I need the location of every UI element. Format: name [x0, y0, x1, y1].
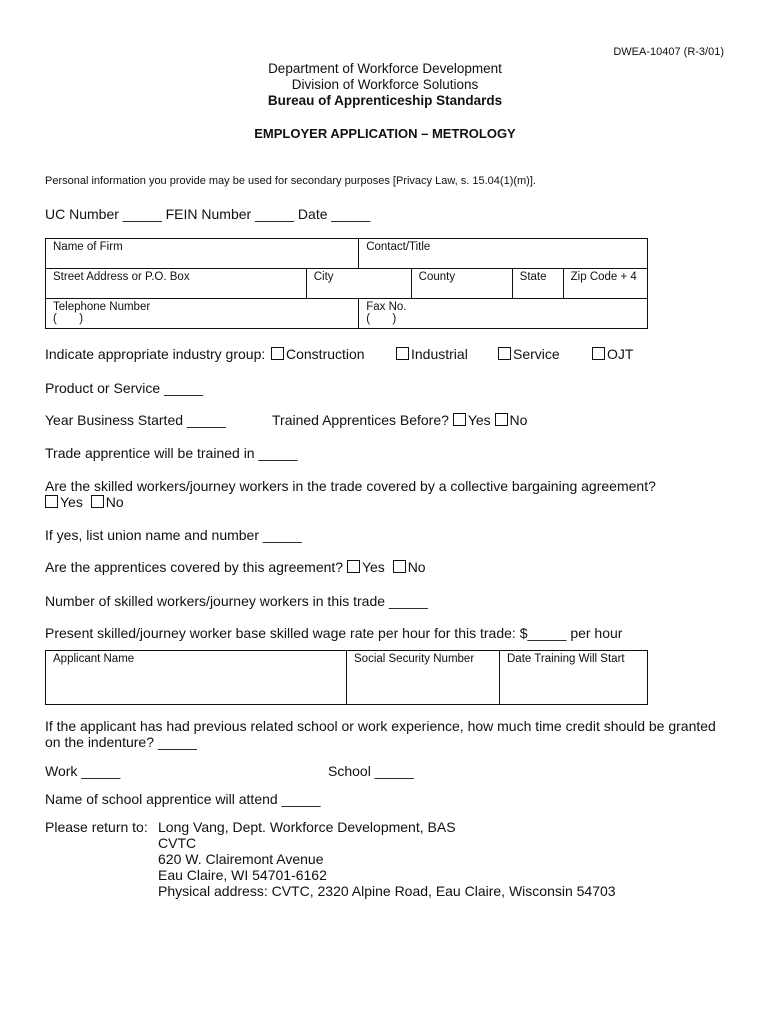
num-workers-line [45, 593, 428, 609]
contact-title-cell[interactable] [359, 239, 648, 269]
trained-no-checkbox[interactable] [495, 413, 508, 426]
product-label: Product or Service [45, 380, 161, 396]
state-cell[interactable] [512, 269, 563, 299]
service-checkbox[interactable] [498, 347, 511, 360]
uc-number-field[interactable]: _____ [122, 206, 162, 222]
privacy-notice: Personal information you provide may be used for secondary purposes [Privacy Law, s. 15.04(1)(m)]. [45, 175, 536, 187]
name-of-firm-cell[interactable] [46, 239, 359, 269]
collective-no-checkbox[interactable] [91, 495, 104, 508]
collective-no-label: No [105, 494, 124, 510]
ssn-label: Social Security Number [354, 653, 475, 665]
trade-field[interactable]: _____ [258, 445, 298, 461]
return-address-line-2: CVTC [158, 835, 197, 851]
construction-checkbox[interactable] [271, 347, 284, 360]
num-workers-field[interactable]: _____ [388, 593, 428, 609]
apprentices-covered-label: Are the apprentices covered by this agreement? [45, 559, 344, 575]
zip-code-cell[interactable] [563, 269, 647, 299]
date-training-cell[interactable] [500, 651, 648, 705]
division-heading: Division of Workforce Solutions [291, 77, 479, 92]
covered-yes-label: Yes [361, 559, 385, 575]
uc-number-label: UC Number [45, 206, 119, 222]
credit-question-label: on the indenture? [45, 734, 154, 750]
work-line [45, 763, 120, 779]
work-label: Work [45, 763, 78, 779]
collective-yes-checkbox[interactable] [45, 495, 58, 508]
firm-info-table [45, 238, 648, 329]
service-option[interactable] [498, 346, 560, 362]
trade-label: Trade apprentice will be trained in [45, 445, 255, 461]
industry-label: Indicate appropriate industry group: [45, 346, 266, 362]
department-heading: Department of Workforce Development [268, 61, 502, 76]
contact-title-label: Contact/Title [366, 241, 431, 253]
fax-area-code: ( ) [366, 313, 397, 325]
zip-code-label: Zip Code + 4 [570, 271, 637, 283]
fein-number-label: FEIN Number [165, 206, 252, 222]
trained-before-label: Trained Apprentices Before? [272, 412, 449, 428]
trained-yes-label: Yes [467, 412, 491, 428]
school-name-label: Name of school apprentice will attend [45, 791, 278, 807]
city-cell[interactable] [306, 269, 411, 299]
year-started-label: Year Business Started [45, 412, 184, 428]
product-field[interactable]: _____ [164, 380, 203, 396]
work-field[interactable]: _____ [81, 763, 121, 779]
credit-question-line1: If the applicant has had previous related school or work experience, how much time credit should be granted [45, 718, 716, 734]
covered-no-checkbox[interactable] [393, 560, 406, 573]
street-address-cell[interactable] [46, 269, 307, 299]
union-field[interactable]: _____ [262, 527, 302, 543]
bureau-heading: Bureau of Apprenticeship Standards [267, 93, 503, 108]
name-of-firm-label: Name of Firm [53, 241, 123, 253]
industrial-checkbox[interactable] [396, 347, 409, 360]
state-label: State [519, 271, 547, 283]
credit-field[interactable]: _____ [157, 734, 197, 750]
trade-line [45, 445, 297, 461]
year-started-line [45, 412, 226, 428]
wage-field[interactable]: _____ [527, 625, 567, 641]
trained-before-line [272, 412, 527, 428]
street-address-label: Street Address or P.O. Box [53, 271, 190, 283]
return-address-line-3: 620 W. Clairemont Avenue [158, 851, 324, 867]
fax-cell[interactable] [359, 299, 648, 329]
telephone-area-code: ( ) [53, 313, 84, 325]
school-name-line [45, 791, 321, 807]
trained-yes-checkbox[interactable] [453, 413, 466, 426]
product-line [45, 380, 203, 396]
ojt-label: OJT [607, 346, 634, 362]
page-title: EMPLOYER APPLICATION – METROLOGY [254, 126, 516, 141]
union-label: If yes, list union name and number [45, 527, 260, 543]
return-to-label: Please return to: [45, 819, 148, 835]
return-address-line-5: Physical address: CVTC, 2320 Alpine Road, Eau Claire, Wisconsin 54703 [158, 883, 616, 899]
form-code: DWEA-10407 (R-3/01) [613, 46, 724, 58]
date-training-label: Date Training Will Start [507, 653, 625, 665]
fax-label: Fax No. [366, 301, 407, 313]
wage-suffix: per hour [570, 625, 623, 641]
num-workers-label: Number of skilled workers/journey workers in this trade [45, 593, 386, 609]
collective-options [45, 494, 124, 510]
wage-currency: $ [519, 625, 528, 641]
county-label: County [418, 271, 456, 283]
construction-label: Construction [286, 346, 365, 362]
ssn-cell[interactable] [347, 651, 500, 705]
date-label: Date [297, 206, 328, 222]
apprentices-covered-line [45, 559, 426, 575]
fein-number-field[interactable]: _____ [255, 206, 295, 222]
year-started-field[interactable]: _____ [186, 412, 226, 428]
collective-question: Are the skilled workers/journey workers in the trade covered by a collective bargaining agreement? [45, 478, 656, 494]
city-label: City [313, 271, 334, 283]
industrial-label: Industrial [411, 346, 468, 362]
school-label: School [328, 763, 371, 779]
applicant-name-label: Applicant Name [53, 653, 135, 665]
ids-line [45, 206, 370, 222]
school-field[interactable]: _____ [374, 763, 414, 779]
return-address-line-1: Long Vang, Dept. Workforce Development, BAS [158, 819, 456, 835]
return-address-line-4: Eau Claire, WI 54701-6162 [158, 867, 327, 883]
telephone-cell[interactable] [46, 299, 359, 329]
ojt-checkbox[interactable] [592, 347, 605, 360]
covered-yes-checkbox[interactable] [347, 560, 360, 573]
service-label: Service [513, 346, 560, 362]
collective-yes-label: Yes [60, 494, 83, 510]
school-line [328, 763, 414, 779]
union-line [45, 527, 302, 543]
telephone-label: Telephone Number [53, 301, 151, 313]
applicant-name-cell[interactable] [46, 651, 347, 705]
school-name-field[interactable]: _____ [281, 791, 321, 807]
construction-option[interactable] [271, 346, 365, 362]
applicant-table [45, 650, 648, 705]
wage-line [45, 625, 622, 641]
trained-no-label: No [509, 412, 528, 428]
ojt-option[interactable] [592, 346, 633, 362]
covered-no-label: No [407, 559, 426, 575]
wage-label: Present skilled/journey worker base skilled wage rate per hour for this trade: [45, 625, 516, 641]
date-field[interactable]: _____ [331, 206, 371, 222]
industrial-option[interactable] [396, 346, 468, 362]
credit-question-line2 [45, 734, 197, 750]
county-cell[interactable] [411, 269, 512, 299]
